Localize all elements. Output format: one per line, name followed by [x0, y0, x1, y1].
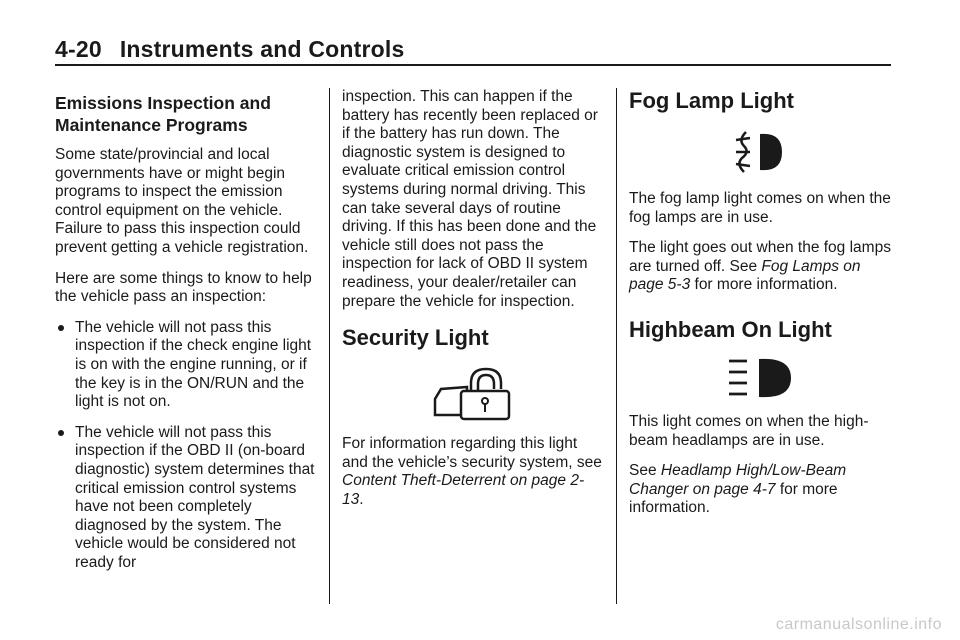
emissions-bullets [55, 319, 317, 573]
security-lock-icon [431, 363, 515, 425]
fog-paragraph-2 [629, 239, 891, 295]
highbeam-paragraph-1: This light comes on when the high-beam headlamps are in use. [629, 412, 869, 449]
fog-text-end: for more information. [690, 276, 838, 294]
highbeam-text-end: for more information. [629, 480, 838, 517]
emissions-heading: Emissions Inspection and Maintenance Programs [55, 93, 271, 135]
fog-heading: Fog Lamp Light [629, 88, 794, 113]
highbeam-icon-wrap [629, 355, 891, 401]
section-title: Instruments and Controls [119, 36, 405, 62]
page-header [55, 36, 891, 63]
header-rule [55, 64, 891, 66]
highbeam-text: See [629, 462, 661, 480]
fog-text: The light goes out when the fog lamps are turned off. See [629, 239, 891, 275]
security-icon-wrap [342, 363, 604, 425]
column-3 [629, 88, 891, 530]
security-end: . [359, 490, 364, 508]
security-heading: Security Light [342, 325, 489, 351]
highbeam-paragraph-2 [629, 462, 891, 518]
watermark: carmanualsonline.info [775, 616, 942, 633]
page-number: 4-20 [55, 36, 102, 62]
column-1 [55, 88, 317, 584]
fog-paragraph-1: The fog lamp light comes on when the fog lamps are in use. [629, 190, 891, 226]
emissions-continued: inspection. This can happen if the battery has recently been replaced or if the battery has run down. The diagnostic system is designed to evaluate critical emission control systems during normal driving. This can take several days of routine driving. If this has been done and the vehicle still does not pass the inspection for lack of OBD II system readiness, your dealer/retailer can prepare the vehicle for inspection. [342, 88, 598, 310]
bullet-item: The vehicle will not pass this inspection if the OBD II (on-board diagnostic) system determines that critical emission control systems have not been completely diagnosed by the system. The vehicle would be considered not ready for [55, 424, 317, 573]
security-paragraph [342, 435, 604, 509]
bullet-item: The vehicle will not pass this inspection if the check engine light is on with the engine running, or if the key is in the ON/RUN and the light is not on. [55, 319, 317, 412]
fog-xref-link[interactable]: Fog Lamps on page 5-3 [629, 257, 861, 294]
security-text: For information regarding this light and the vehicle’s security system, see [342, 435, 602, 471]
column-divider [616, 88, 617, 604]
fog-lamp-icon [730, 126, 790, 178]
emissions-intro: Here are some things to know to help the vehicle pass an inspection: [55, 269, 312, 306]
emissions-paragraph: Some state/provincial and local governments have or might begin programs to inspect the emission control equipment on the vehicle. Failure to pass this inspection could prevent getting a vehicle registration. [55, 146, 309, 256]
security-xref-link[interactable]: Content Theft-Deterrent on page 2-13 [342, 472, 585, 508]
column-2 [342, 88, 604, 522]
highbeam-xref-link[interactable]: Headlamp High/Low-Beam Changer on page 4-7 [629, 462, 847, 498]
highbeam-heading: Highbeam On Light [629, 316, 832, 342]
fog-icon-wrap [629, 126, 891, 178]
highbeam-icon [725, 355, 795, 401]
column-divider [329, 88, 330, 604]
